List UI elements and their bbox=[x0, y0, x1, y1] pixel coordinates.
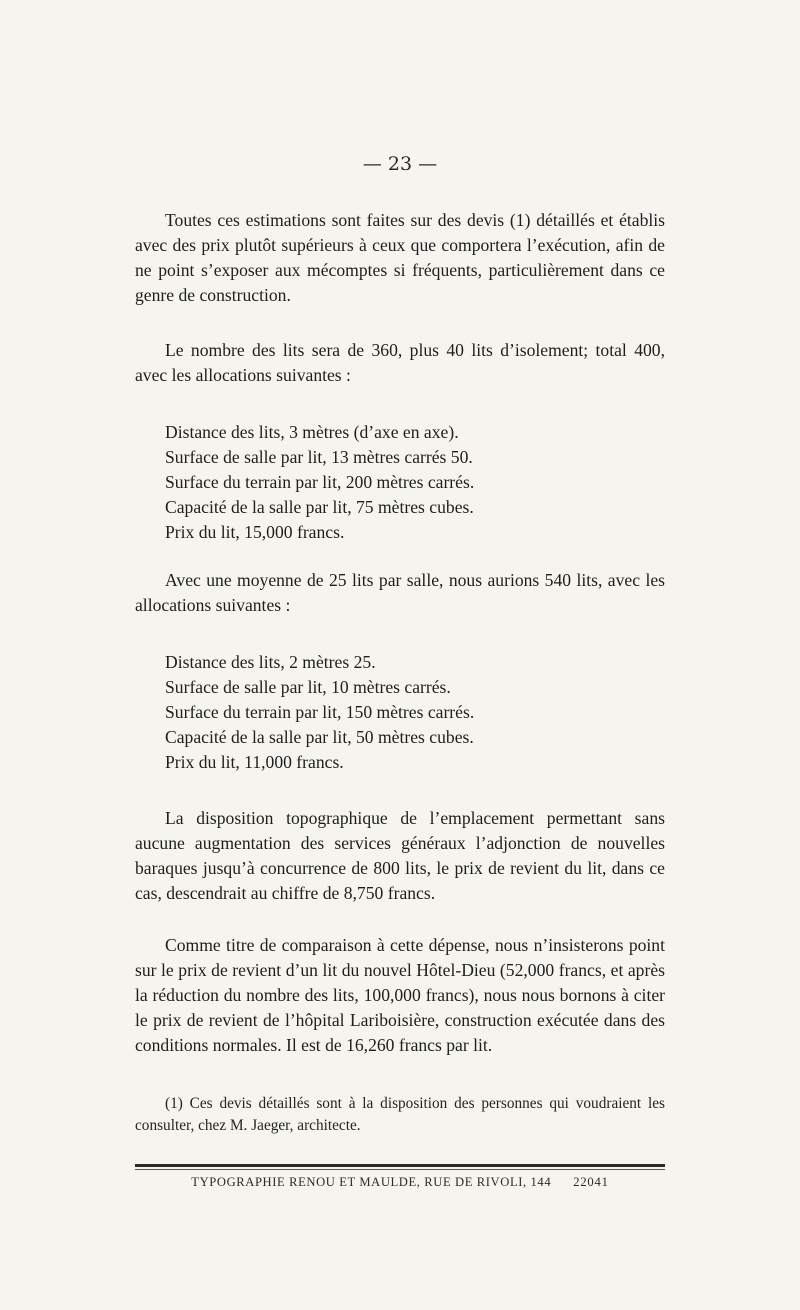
printer-name: TYPOGRAPHIE RENOU ET MAULDE, RUE DE RIVOLI, 144 bbox=[191, 1175, 552, 1189]
paragraph-topography: La disposition topographique de l’emplacement permettant sans aucune augmentation des services généraux l’adjonction de nouvelles baraques jusqu’à concurrence de 800 lits, le prix de revient du lit, dans ce cas, descendrait au chiffre de 8,750 francs. bbox=[135, 808, 665, 903]
footnote: (1) Ces devis détaillés sont à la disposition des personnes qui voudraient les consulter, chez M. Jaeger, architecte. bbox=[135, 1095, 665, 1134]
list-item: Surface de salle par lit, 13 mètres carrés 50. bbox=[165, 447, 473, 467]
list-item: Prix du lit, 15,000 francs. bbox=[165, 522, 345, 542]
list-item: Distance des lits, 2 mètres 25. bbox=[165, 652, 376, 672]
paragraph-comparison: Comme titre de comparaison à cette dépense, nous n’insisterons point sur le prix de revient d’un lit du nouvel Hôtel-Dieu (52,000 francs, et après la réduction du nombre des lits, 100,000 francs), nous nous bornons à citer le prix de revient de l’hôpital Lariboisière, construction exécutée dans des conditions normales. Il est de 16,260 francs par lit. bbox=[135, 935, 665, 1055]
paragraph-beds-total: Le nombre des lits sera de 360, plus 40 lits d’isolement; total 400, avec les allocations suivantes : bbox=[135, 340, 665, 385]
list-item: Surface de salle par lit, 10 mètres carrés. bbox=[165, 677, 451, 697]
allocations-list-1 bbox=[135, 420, 695, 545]
list-item: Prix du lit, 11,000 francs. bbox=[165, 752, 344, 772]
list-item: Capacité de la salle par lit, 75 mètres cubes. bbox=[165, 497, 474, 517]
list-item: Capacité de la salle par lit, 50 mètres cubes. bbox=[165, 727, 474, 747]
paragraph-average-beds: Avec une moyenne de 25 lits par salle, nous aurions 540 lits, avec les allocations suivantes : bbox=[135, 570, 665, 615]
page-number: — 23 — bbox=[362, 153, 438, 175]
allocations-list-2 bbox=[135, 650, 695, 775]
footer-rule bbox=[135, 1164, 665, 1167]
list-item: Distance des lits, 3 mètres (d’axe en axe). bbox=[165, 422, 459, 442]
list-item: Surface du terrain par lit, 200 mètres carrés. bbox=[165, 472, 475, 492]
paragraph-estimations: Toutes ces estimations sont faites sur des devis (1) détaillés et établis avec des prix plutôt supérieurs à ceux que comportera l’exécution, afin de ne point s’exposer aux mécomptes si fréquents, particulièrement dans ce genre de construction. bbox=[135, 210, 665, 305]
job-number: 22041 bbox=[573, 1175, 609, 1189]
list-item: Surface du terrain par lit, 150 mètres carrés. bbox=[165, 702, 475, 722]
printer-imprint bbox=[0, 1175, 800, 1190]
footer-rule-thin bbox=[135, 1169, 665, 1170]
